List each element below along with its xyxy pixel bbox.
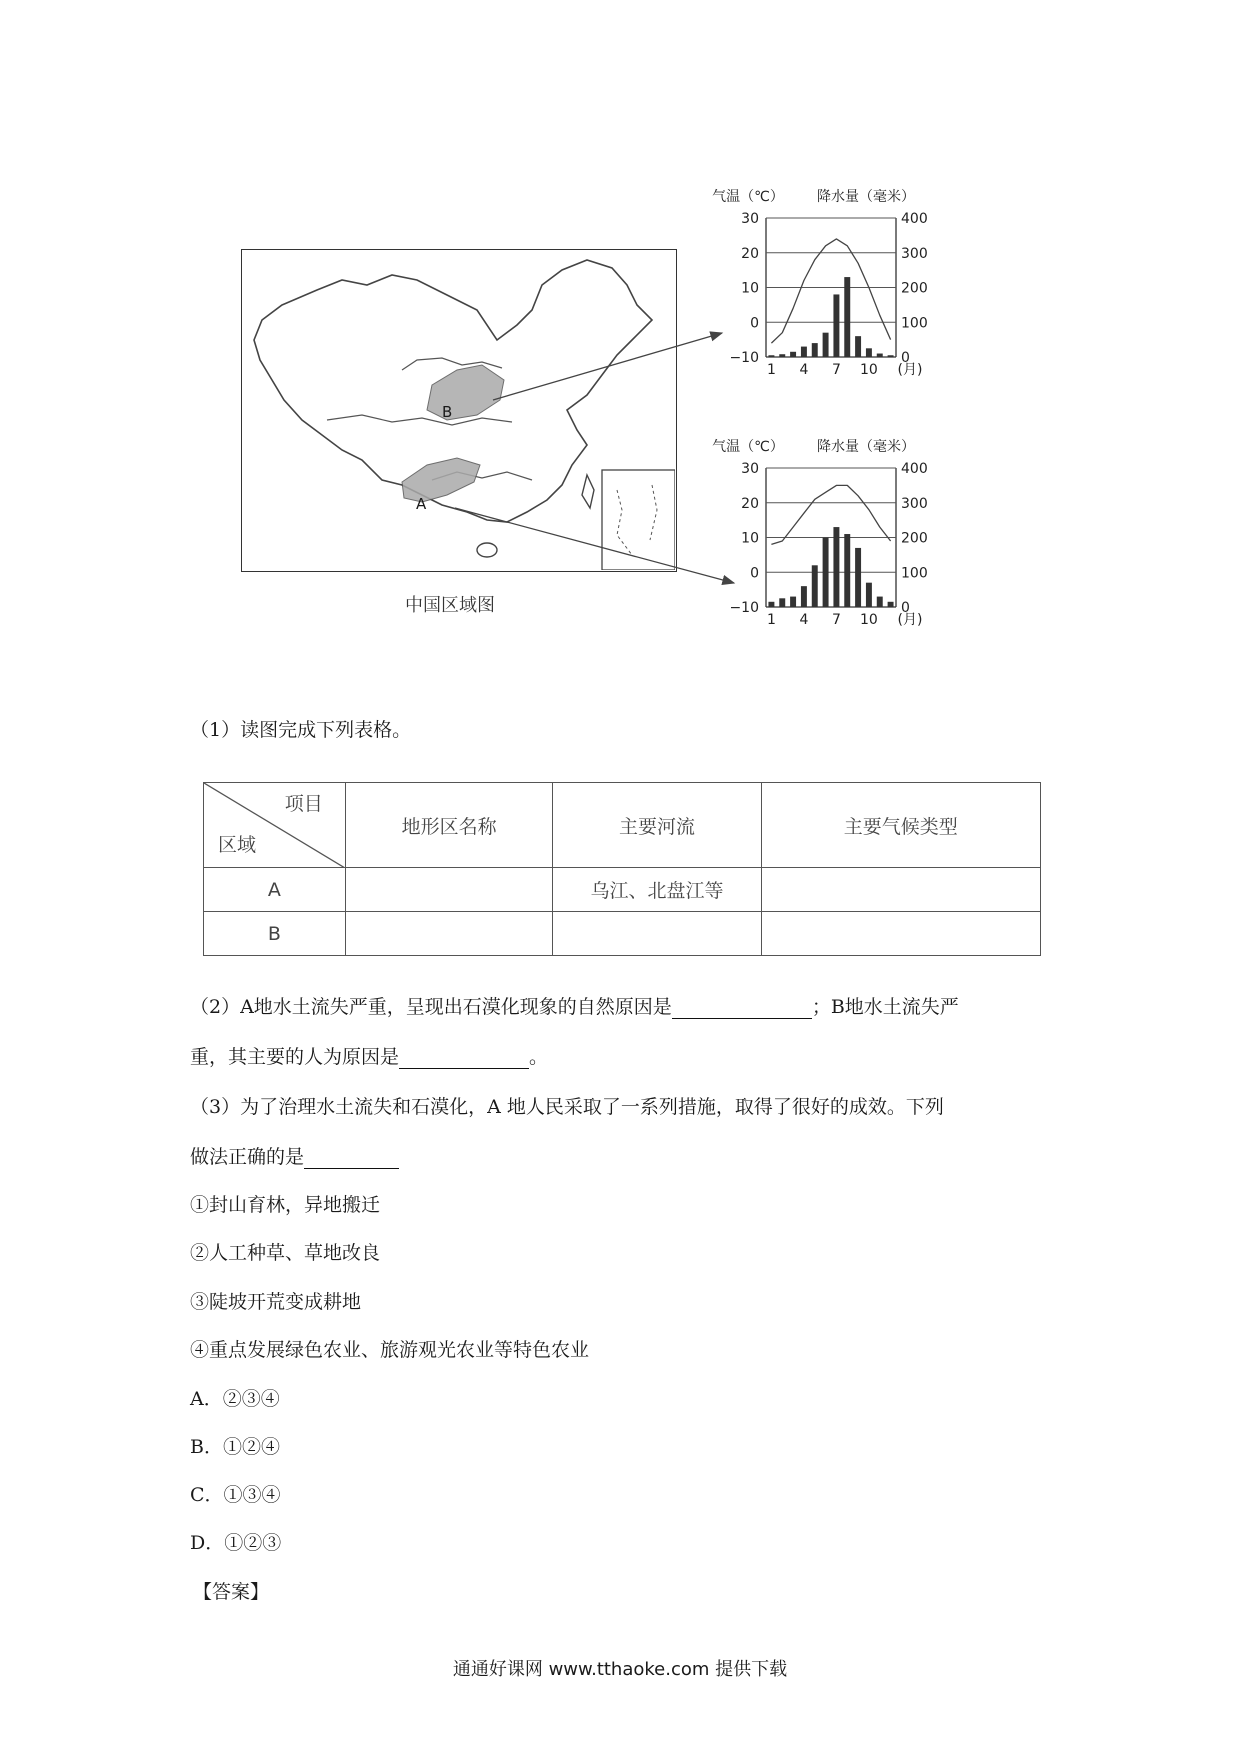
chart-b-temp-line xyxy=(771,239,890,343)
q2-blank-1[interactable] xyxy=(672,996,812,1019)
chart-b-precip-tick: 0 xyxy=(901,350,910,366)
cell-b-river[interactable] xyxy=(553,912,761,956)
chart-b-precip-bar xyxy=(812,343,818,357)
chart-b-temp-tick: 30 xyxy=(741,211,759,227)
chart-b-precip-bar xyxy=(855,336,861,357)
option-b[interactable]: B．①②④ xyxy=(190,1436,280,1458)
chart-a-month-tick: 7 xyxy=(831,612,841,628)
chart-a-precip-bar xyxy=(801,586,807,607)
chart-b-precip-bar xyxy=(844,277,850,357)
cell-a-climate[interactable] xyxy=(761,868,1040,912)
page-footer: 通通好课网 www.tthaoke.com 提供下载 xyxy=(452,1659,788,1680)
chart-a-temp-tick: 10 xyxy=(741,530,759,547)
chart-b-month-tick: 7 xyxy=(831,362,841,378)
chart-b-precip-bar xyxy=(866,348,872,357)
chart-b-precip-tick: 100 xyxy=(901,315,928,332)
chart-b-month-tick: 1 xyxy=(766,362,776,378)
chart-a-precip-bar xyxy=(768,602,774,607)
chart-b-precip-tick: 300 xyxy=(901,245,928,262)
question-3-line1: （3）为了治理水土流失和石漠化，A 地人民采取了一系列措施，取得了很好的成效。下列 xyxy=(190,1096,944,1118)
option-a[interactable]: A．②③④ xyxy=(190,1388,280,1410)
option-d[interactable]: D．①②③ xyxy=(190,1532,282,1554)
col-header-terrain: 地形区名称 xyxy=(345,783,553,868)
q3-text: 做法正确的是 xyxy=(190,1146,305,1168)
chart-a-precip-bar xyxy=(790,597,796,607)
chart-a-precip-bar xyxy=(823,538,829,608)
chart-b-temp-axis-label: 气温（℃） xyxy=(712,189,784,205)
chart-a-precip-bar xyxy=(866,583,872,607)
chart-b-temp-tick: 0 xyxy=(750,315,759,332)
chart-a-precip-bar xyxy=(888,602,894,607)
q3-blank[interactable] xyxy=(304,1146,399,1169)
chart-a-month-tick: 10 xyxy=(860,612,878,628)
cell-a-river: 乌江、北盘江等 xyxy=(553,868,761,912)
chart-b-precip-bar xyxy=(823,333,829,357)
chart-a-temp-line xyxy=(771,485,890,544)
arrow-b-to-chart xyxy=(493,333,722,400)
cell-a-terrain[interactable] xyxy=(345,868,553,912)
question-2-line1 xyxy=(190,992,959,1019)
corner-bottom-label: 区域 xyxy=(218,834,257,856)
chart-b-precip-bar xyxy=(790,352,796,357)
chart-a-precip-tick: 300 xyxy=(901,495,928,512)
col-header-river: 主要河流 xyxy=(553,783,761,868)
q2-text-2: ；B地水土流失严 xyxy=(811,996,959,1018)
chart-b-month-tick: 4 xyxy=(799,362,809,378)
question-2-line2 xyxy=(190,1042,548,1069)
chart-a-temp-tick: 20 xyxy=(741,495,759,512)
arrow-a-to-chart xyxy=(455,508,734,583)
measure-item-4: ④重点发展绿色农业、旅游观光农业等特色农业 xyxy=(190,1339,590,1361)
row-label-a: A xyxy=(204,868,346,912)
chart-b-precip-bar xyxy=(801,347,807,357)
chart-a-precip-tick: 200 xyxy=(901,530,928,547)
climate-charts xyxy=(700,185,960,680)
chart-b-temp-tick: −10 xyxy=(729,350,759,366)
chart-a-precip-bar xyxy=(779,598,785,607)
map-caption: 中国区域图 xyxy=(405,595,495,616)
chart-a-temp-tick: −10 xyxy=(729,600,759,616)
map-arrows xyxy=(0,0,1240,700)
map-label-a: A xyxy=(416,495,427,513)
question-1: （1）读图完成下列表格。 xyxy=(190,719,412,741)
chart-a-precip-axis-label: 降水量（毫米） xyxy=(817,439,915,455)
chart-a-precip-bar xyxy=(833,527,839,607)
col-header-climate: 主要气候类型 xyxy=(761,783,1040,868)
chart-b-precip-tick: 200 xyxy=(901,280,928,297)
answer-table xyxy=(203,782,1041,956)
chart-a-precip-bar xyxy=(812,565,818,607)
chart-b-precip-bar xyxy=(833,294,839,357)
chart-b-temp-tick: 10 xyxy=(741,280,759,297)
chart-b-precip-tick: 400 xyxy=(901,211,928,227)
chart-b-precip-bar xyxy=(877,354,883,357)
q2-text-3: 重，其主要的人为原因是 xyxy=(190,1046,400,1068)
chart-b-precip-bar xyxy=(768,355,774,357)
answer-heading: 【答案】 xyxy=(193,1581,270,1603)
option-c[interactable]: C．①③④ xyxy=(190,1484,281,1506)
chart-a-precip-bar xyxy=(877,597,883,607)
question-3-line2 xyxy=(190,1142,399,1169)
chart-b-precip-bar xyxy=(779,354,785,357)
chart-a-precip-tick: 0 xyxy=(901,600,910,616)
q2-blank-2[interactable] xyxy=(399,1046,529,1069)
chart-a-month-unit: (月) xyxy=(897,612,923,628)
chart-b-month-unit: (月) xyxy=(897,362,923,378)
chart-b-precip-bar xyxy=(888,355,894,357)
chart-b-temp-tick: 20 xyxy=(741,245,759,262)
measure-item-1: ①封山育林，异地搬迁 xyxy=(190,1194,381,1216)
chart-a-temp-tick: 0 xyxy=(750,565,759,582)
chart-a-precip-bar xyxy=(855,548,861,607)
measure-item-3: ③陡坡开荒变成耕地 xyxy=(190,1291,362,1313)
chart-b-precip-axis-label: 降水量（毫米） xyxy=(817,189,915,205)
q2-text-4: 。 xyxy=(529,1046,549,1068)
chart-a-month-tick: 4 xyxy=(799,612,809,628)
chart-a-temp-tick: 30 xyxy=(741,461,759,477)
map-label-b: B xyxy=(442,403,453,421)
chart-a-month-tick: 1 xyxy=(766,612,776,628)
chart-a-precip-tick: 100 xyxy=(901,565,928,582)
chart-a-precip-bar xyxy=(844,534,850,607)
chart-a-precip-tick: 400 xyxy=(901,461,928,477)
measure-item-2: ②人工种草、草地改良 xyxy=(190,1242,381,1264)
cell-b-climate[interactable] xyxy=(761,912,1040,956)
chart-a-temp-axis-label: 气温（℃） xyxy=(712,439,784,455)
corner-top-label: 项目 xyxy=(284,793,323,815)
cell-b-terrain[interactable] xyxy=(345,912,553,956)
table-corner-cell xyxy=(204,783,346,868)
row-label-b: B xyxy=(204,912,346,956)
chart-b-month-tick: 10 xyxy=(860,362,878,378)
q2-text-1: （2）A地水土流失严重，呈现出石漠化现象的自然原因是 xyxy=(190,996,672,1018)
